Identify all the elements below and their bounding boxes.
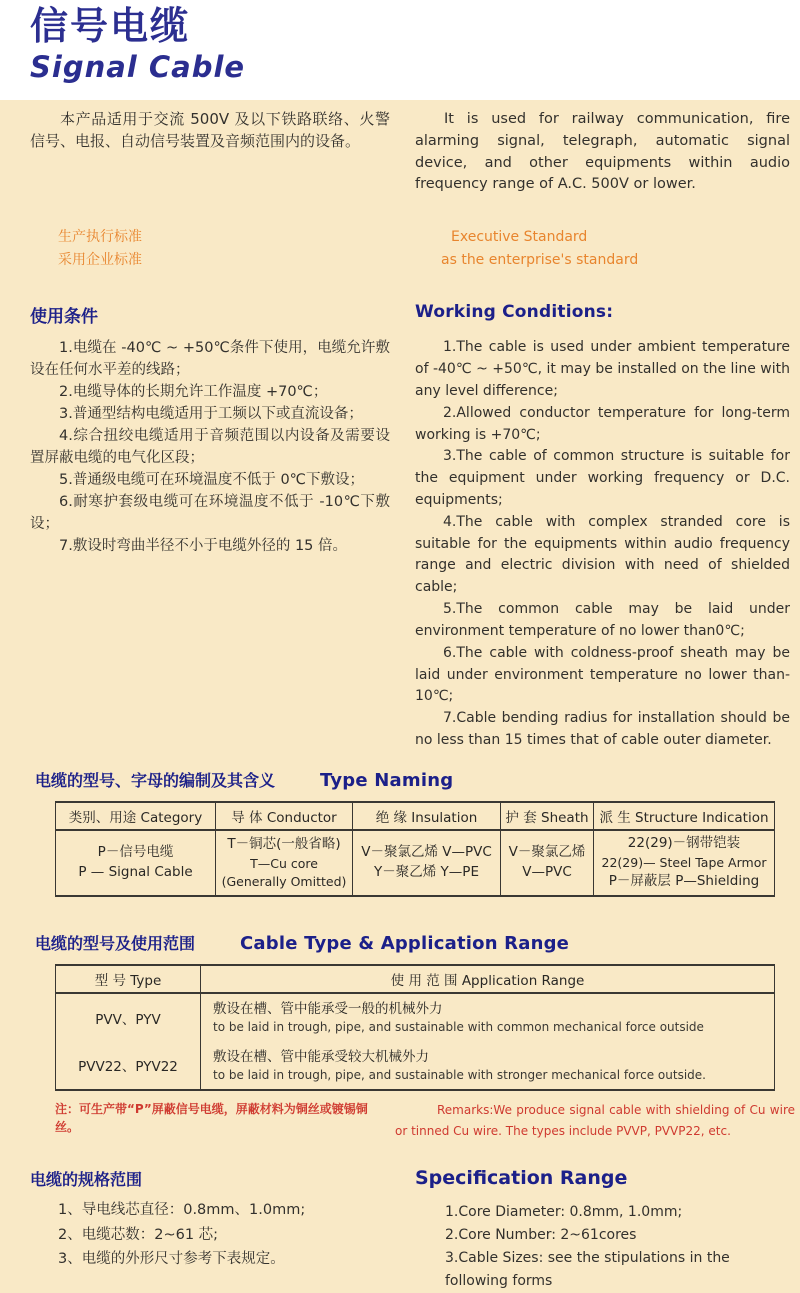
spec-range-list-zh	[30, 1198, 390, 1272]
condition-item: 3.普通型结构电缆适用于工频以下或直流设备；	[59, 406, 363, 423]
type-naming-table	[55, 801, 775, 897]
sheath-line: V－聚氯乙烯	[508, 844, 586, 861]
condition-item: 5.The common cable may be laid under environment temperature of no lower than0℃;	[415, 601, 790, 639]
insulation-cell	[353, 830, 501, 896]
standards-english	[415, 226, 790, 272]
application-range-table	[55, 964, 775, 1091]
structure-cell	[594, 830, 775, 896]
condition-item: 4.综合扭绞电缆适用于音频范围以内设备及需要设置屏蔽电缆的电气化区段；	[30, 428, 390, 467]
type-naming-heading-zh: 电缆的型号、字母的编制及其含义	[35, 770, 276, 790]
insulation-line: Y－聚乙烯 Y—PE	[374, 863, 479, 880]
note-chinese: 注：可生产带“P”屏蔽信号电缆，屏蔽材料为铜丝或镀锡铜丝。	[55, 1102, 368, 1135]
type-naming-heading-en: Type Naming	[320, 769, 454, 791]
condition-item: 7.敷设时弯曲半径不小于电缆外径的 15 倍。	[59, 538, 348, 555]
range-line-zh: 敷设在槽、管中能承受一般的机械外力	[213, 1000, 443, 1017]
col-header-sheath: 护 套 Sheath	[501, 802, 594, 830]
intro-section	[0, 109, 800, 196]
spec-range-heading-en: Specification Range	[415, 1167, 628, 1190]
working-conditions-list-zh	[30, 337, 390, 752]
standard-line: 采用企业标准	[58, 252, 142, 269]
intro-paragraph-chinese: 本产品适用于交流 500V 及以下铁路联络、火警信号、电报、自动信号装置及音频范围内的设备。	[30, 110, 390, 150]
cable-type-cell: PVV22、PYV22	[56, 1042, 201, 1091]
range-line-zh: 敷设在槽、管中能承受较大机械外力	[213, 1048, 429, 1065]
standard-line: Executive Standard	[451, 229, 588, 245]
condition-item: 4.The cable with complex stranded core is suitable for the equipments within audio frequency range and electric division with need of shielded cable;	[415, 513, 790, 596]
spec-range-chinese	[30, 1167, 390, 1293]
spec-item: 1.Core Diameter: 0.8mm, 1.0mm;	[445, 1204, 683, 1221]
condition-item: 6.The cable with coldness-proof sheath may be laid under environment temperature no lower than-10℃;	[415, 644, 790, 705]
spec-item: 2.Core Number: 2~61cores	[445, 1227, 637, 1244]
application-range-heading	[0, 931, 800, 954]
table-row	[56, 1042, 775, 1091]
type-naming-heading	[0, 768, 800, 791]
working-conditions-heading-en: Working Conditions:	[415, 302, 614, 323]
sheath-cell	[501, 830, 594, 896]
col-header-category: 类别、用途 Category	[56, 802, 216, 830]
table-header-row	[56, 965, 775, 993]
col-header-insulation: 绝 缘 Insulation	[353, 802, 501, 830]
condition-item: 1.The cable is used under ambient temperature of -40℃ ~ +50℃, it may be installed on the line with any level difference;	[415, 339, 790, 399]
working-conditions-headings	[0, 302, 800, 327]
condition-item: 1.电缆在 -40℃ ~ +50℃条件下使用，电缆允许敷设在任何水平差的线路；	[30, 340, 390, 379]
conductor-cell	[216, 830, 353, 896]
application-range-cell	[201, 993, 775, 1042]
sheath-line: V—PVC	[522, 863, 572, 880]
insulation-line: V－聚氯乙烯 V—PVC	[361, 844, 492, 861]
spec-range-english	[415, 1167, 790, 1293]
application-range-heading-zh: 电缆的型号及使用范围	[35, 933, 196, 953]
condition-item: 2.Allowed conductor temperature for long-term working is +70℃;	[415, 404, 790, 443]
table-row	[56, 993, 775, 1042]
category-line: P－信号电缆	[97, 844, 174, 861]
range-line-en: to be laid in trough, pipe, and sustainable with stronger mechanical force outside.	[213, 1067, 706, 1082]
page-title-english: Signal Cable	[30, 49, 246, 84]
note-english: Remarks:We produce signal cable with shielding of Cu wire or tinned Cu wire. The types include PVVP, PVVP22, etc.	[395, 1103, 795, 1138]
standard-line: as the enterprise's standard	[441, 252, 639, 269]
spec-item: 3、电缆的外形尺寸参考下表规定。	[58, 1251, 285, 1268]
range-line-en: to be laid in trough, pipe, and sustainable with common mechanical force outside	[213, 1019, 704, 1034]
spec-range-list-en	[415, 1201, 790, 1293]
intro-paragraph-english: It is used for railway communication, fire alarming signal, telegraph, automatic signal device, and other equipments within audio frequency range of A.C. 500V or lower.	[415, 111, 790, 193]
title-band	[0, 0, 800, 100]
working-conditions-list-en	[415, 337, 790, 752]
spec-item: 1、导电线芯直径：0.8mm、1.0mm;	[58, 1202, 306, 1219]
condition-item: 7.Cable bending radius for installation should be no less than 15 times that of cable outer diameter.	[415, 710, 790, 749]
standards-section	[0, 226, 800, 272]
working-conditions-heading-zh: 使用条件	[30, 307, 98, 328]
application-range-heading-en: Cable Type & Application Range	[240, 932, 570, 954]
structure-line: 22(29)－钢带铠装	[627, 835, 741, 852]
col-header-conductor: 导 体 Conductor	[216, 802, 353, 830]
spec-item: 2、电缆芯数：2~61 芯;	[58, 1226, 219, 1243]
working-conditions-lists	[0, 337, 800, 752]
table-header-row	[56, 802, 775, 830]
category-cell	[56, 830, 216, 896]
condition-item: 6.耐寒护套级电缆可在环境温度不低于 -10℃下敷设；	[30, 494, 390, 533]
col-header-structure: 派 生 Structure Indication	[594, 802, 775, 830]
spec-item: 3.Cable Sizes: see the stipulations in the following forms	[445, 1250, 730, 1290]
notes-section	[0, 1100, 800, 1141]
structure-line: P－屏蔽层 P—Shielding	[608, 872, 760, 889]
standards-chinese	[30, 226, 390, 272]
standard-line: 生产执行标准	[58, 229, 142, 245]
page-title-chinese: 信号电缆	[30, 4, 191, 48]
spec-range-heading-zh: 电缆的规格范围	[30, 1170, 143, 1190]
condition-item: 2.电缆导体的长期允许工作温度 +70℃；	[59, 384, 328, 401]
col-header-application-range: 使 用 范 围 Application Range	[201, 965, 775, 993]
cable-type-cell: PVV、PYV	[56, 993, 201, 1042]
conductor-line: T—Cu core (Generally Omitted)	[221, 855, 347, 889]
conductor-line: T－铜芯(一般省略)	[227, 836, 341, 853]
condition-item: 3.The cable of common structure is suitable for the equipment under working frequency or D.C. equipments;	[415, 448, 790, 508]
table-row	[56, 830, 775, 896]
structure-line: 22(29)— Steel Tape Armor	[601, 854, 767, 870]
category-line: P — Signal Cable	[78, 863, 193, 880]
condition-item: 5.普通级电缆可在环境温度不低于 0℃下敷设；	[59, 472, 364, 489]
col-header-type: 型 号 Type	[56, 965, 201, 993]
application-range-cell	[201, 1042, 775, 1091]
spec-range-section	[0, 1167, 800, 1293]
